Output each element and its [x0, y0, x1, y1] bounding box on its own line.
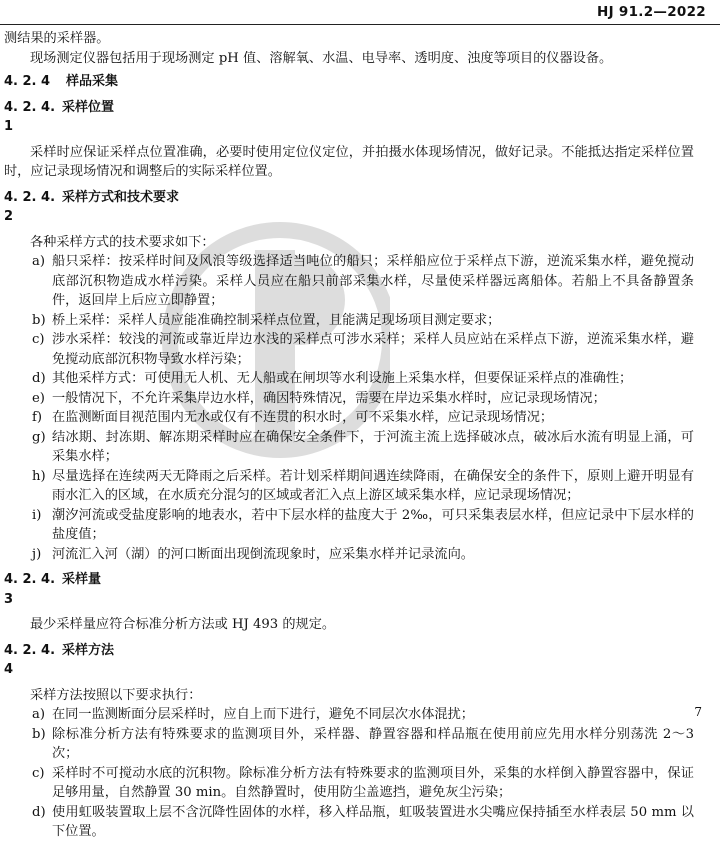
list-item — [4, 408, 694, 428]
section-title: 采样位置 — [62, 99, 115, 115]
header-rule — [0, 24, 720, 25]
item-label: d) — [32, 804, 46, 820]
item-text: 采样时不可搅动水底的沉积物。除标准分析方法有特殊要求的监测项目外，采集的水样倒入静置容器中，保证足够用量，自然静置 30 min。自然静置时，使用防尘盖遮挡，避免灰尘污染； — [52, 765, 694, 800]
section-number: 4. 2. 4. 1 — [4, 99, 56, 134]
section-title: 采样方式和技术要求 — [62, 189, 180, 205]
section-title: 采样量 — [62, 572, 102, 587]
item-label: b) — [32, 726, 46, 742]
standard-number: HJ 91.2—2022 — [596, 4, 706, 20]
section-heading-4-2-4-1 — [4, 98, 694, 137]
section-title: 样品采集 — [66, 74, 119, 89]
item-text: 涉水采样：较浅的河流或靠近岸边水浅的采样点可涉水采样；采样人员应站在采样点下游，逆流采集水样，避免搅动底部沉积物导致水样污染； — [52, 332, 694, 367]
item-label: i) — [32, 507, 42, 523]
section-number: 4. 2. 4. 3 — [4, 572, 56, 607]
list-item — [4, 252, 694, 311]
section-body: 采样时应保证采样点位置准确，必要时使用定位仪定位，并拍摄水体现场情况，做好记录。不能抵达指定采样位置时，应记录现场情况和调整后的实际采样位置。 — [4, 144, 694, 179]
item-text: 尽量选择在连续两天无降雨之后采样。若计划采样期间遇连续降雨，在确保安全的条件下，原则上避开明显有雨水汇入的区域，在水质充分混匀的区域或者汇入点上游区域采集水样，应记录现场情况； — [52, 468, 694, 503]
section-heading-4-2-4-2 — [4, 188, 694, 227]
section-heading-4-2-4-4 — [4, 641, 694, 680]
item-label: b) — [32, 312, 46, 328]
list-item — [4, 389, 694, 409]
section-title: 采样方法 — [62, 642, 115, 658]
item-label: j) — [32, 546, 42, 562]
list-item — [4, 506, 694, 545]
section-heading-4-2-4-3 — [4, 570, 694, 609]
item-label: c) — [32, 765, 45, 781]
section-number: 4. 2. 4. 4 — [4, 642, 56, 677]
section-body: 最少采样量应符合标准分析方法或 HJ 493 的规定。 — [30, 617, 336, 632]
item-text: 一般情况下，不允许采集岸边水样，确因特殊情况，需要在岸边采集水样时，应记录现场情况； — [52, 390, 606, 406]
list-item — [4, 803, 694, 842]
item-label: c) — [32, 332, 45, 347]
list-item — [4, 311, 694, 331]
item-label: a) — [32, 254, 46, 269]
page-number: 7 — [694, 705, 702, 719]
section-intro: 各种采样方式的技术要求如下： — [30, 234, 215, 250]
list-item — [4, 428, 694, 467]
item-text: 除标准分析方法有特殊要求的监测项目外，采样器、静置容器和样品瓶在使用前应先用水样分别荡洗 2～3 次； — [52, 726, 694, 761]
list-item — [4, 467, 694, 506]
item-text: 潮汐河流或受盐度影响的地表水，若中下层水样的盐度大于 2‰，可只采集表层水样，但应记录中下层水样的盐度值； — [52, 507, 694, 542]
item-text: 其他采样方式：可使用无人机、无人船或在闸坝等水利设施上采集水样，但要保证采样点的准确性； — [52, 371, 633, 386]
item-text: 在监测断面目视范围内无水或仅有不连贯的积水时，可不采集水样，应记录现场情况； — [52, 410, 554, 425]
list-item — [4, 725, 694, 764]
section-number: 4. 2. 4. 2 — [4, 189, 56, 224]
item-label: g) — [32, 429, 46, 445]
item-text: 在同一监测断面分层采样时，应自上而下进行，避免不同层次水体混扰； — [52, 707, 474, 722]
list-item — [4, 545, 694, 565]
item-text: 河流汇入河（湖）的河口断面出现倒流现象时，应采集水样并记录流向。 — [52, 546, 474, 562]
item-text: 桥上采样：采样人员应能准确控制采样点位置，且能满足现场项目测定要求； — [52, 312, 501, 328]
list-item — [4, 764, 694, 803]
item-label: e) — [32, 390, 45, 406]
section-intro: 采样方法按照以下要求执行： — [30, 687, 202, 703]
item-label: h) — [32, 468, 46, 484]
text-line: 现场测定仪器包括用于现场测定 pH 值、溶解氧、水温、电导率、透明度、浊度等项目的仪器设备。 — [30, 50, 613, 66]
item-label: f) — [32, 410, 43, 425]
list-item — [4, 330, 694, 369]
item-text: 船只采样：按采样时间及风浪等级选择适当吨位的船只；采样船应位于采样点下游，逆流采集水样，避免搅动底部沉积物造成水样污染。采样人员应在船只前部采集水样，尽量使采样器远离船体。若船上不具备静置条件，返回岸上后应立即静置； — [52, 254, 694, 308]
page-content — [4, 29, 694, 842]
item-text: 使用虹吸装置取上层不含沉降性固体的水样，移入样品瓶，虹吸装置进水尖嘴应保持插至水样表层 50 mm 以下位置。 — [52, 804, 694, 839]
list-item — [4, 369, 694, 389]
text-line: 测结果的采样器。 — [4, 31, 110, 46]
item-label: a) — [32, 707, 46, 722]
section-heading-4-2-4 — [4, 72, 694, 92]
item-text: 结冰期、封冻期、解冻期采样时应在确保安全条件下，于河流主流上选择破冰点，破冰后水流有明显上涌，可采集水样； — [52, 429, 694, 464]
section-number: 4. 2. 4 — [4, 74, 51, 89]
item-label: d) — [32, 371, 46, 386]
list-item — [4, 705, 694, 725]
